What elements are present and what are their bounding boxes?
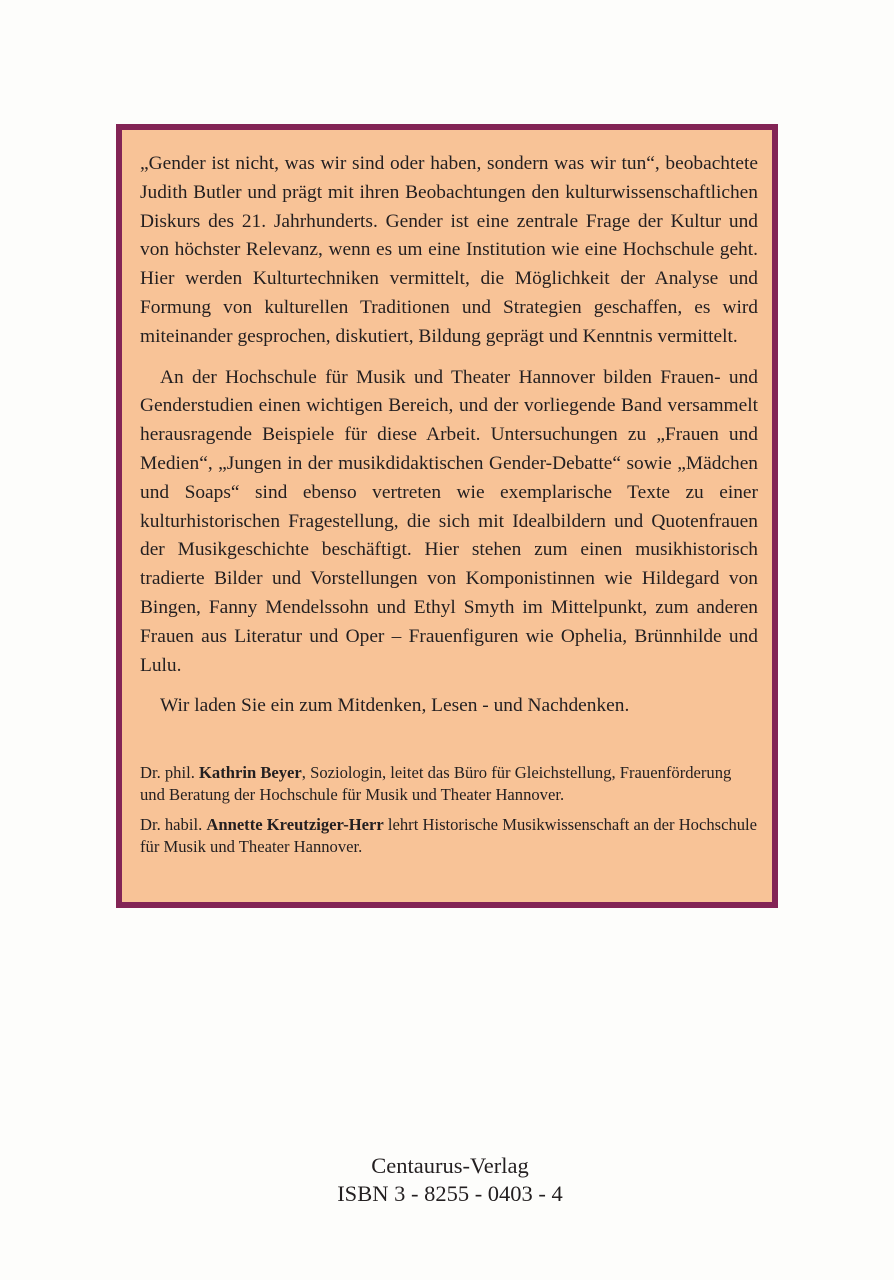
author-prefix: Dr. habil. [140, 815, 203, 834]
author-bio-kreutziger-herr [140, 814, 760, 858]
isbn: ISBN 3 - 8255 - 0403 - 4 [337, 1181, 563, 1206]
author-bios [140, 762, 760, 866]
blurb-text [140, 150, 758, 721]
author-description: lehrt Historische Musikwissenschaft an der Hochschule für Musik und Theater Hannover. [140, 815, 758, 856]
author-description: , Soziologin, leitet das Büro für Gleichstellung, Frauenförderung und Beratung der Hochschule für Musik und Theater Hannover. [140, 763, 732, 804]
author-bio-beyer [140, 762, 760, 806]
author-name: Annette Kreutziger-Herr [206, 815, 384, 834]
blurb-paragraph-3: Wir laden Sie ein zum Mitdenken, Lesen - und Nachdenken. [160, 695, 630, 717]
blurb-paragraph-1: „Gender ist nicht, was wir sind oder haben, sondern was wir tun“, beobachtete Judith Butler und prägt mit ihren Beobachtungen den kulturwissenschaftlichen Diskurs des 21. Jahrhunderts. Gender ist eine zentrale Frage der Kultur und von höchster Relevanz, wenn es um eine Institution wie eine Hochschule geht. Hier werden Kulturtechniken vermittelt, die Möglichkeit der Analyse und Formung von kulturellen Traditionen und Strategien geschaffen, es wird miteinander gesprochen, diskutiert, Bildung geprägt und Kenntnis vermittelt. [140, 153, 758, 347]
publisher-block [300, 1152, 600, 1208]
author-name: Kathrin Beyer [199, 763, 302, 782]
publisher-name: Centaurus-Verlag [371, 1153, 529, 1178]
author-prefix: Dr. phil. [140, 763, 195, 782]
blurb-box [116, 124, 778, 908]
blurb-paragraph-2: An der Hochschule für Musik und Theater Hannover bilden Frauen- und Genderstudien einen wichtigen Bereich, und der vorliegende Band versammelt herausragende Beispiele für diese Arbeit. Untersuchungen zu „Frauen und Medien“, „Jungen in der musikdidaktischen Gender-Debatte“ sowie „Mädchen und Soaps“ sind ebenso vertreten wie exemplarische Texte zu einer kulturhistorischen Fragestellung, die sich mit Idealbildern und Quotenfrauen der Musikgeschichte beschäftigt. Hier stehen zum einen musikhistorisch tradierte Bilder und Vorstellungen von Komponistinnen wie Hildegard von Bingen, Fanny Mendelssohn und Ethyl Smyth im Mittelpunkt, zum anderen Frauen aus Literatur und Oper – Frauenfiguren wie Ophelia, Brünnhilde und Lulu. [140, 366, 758, 676]
